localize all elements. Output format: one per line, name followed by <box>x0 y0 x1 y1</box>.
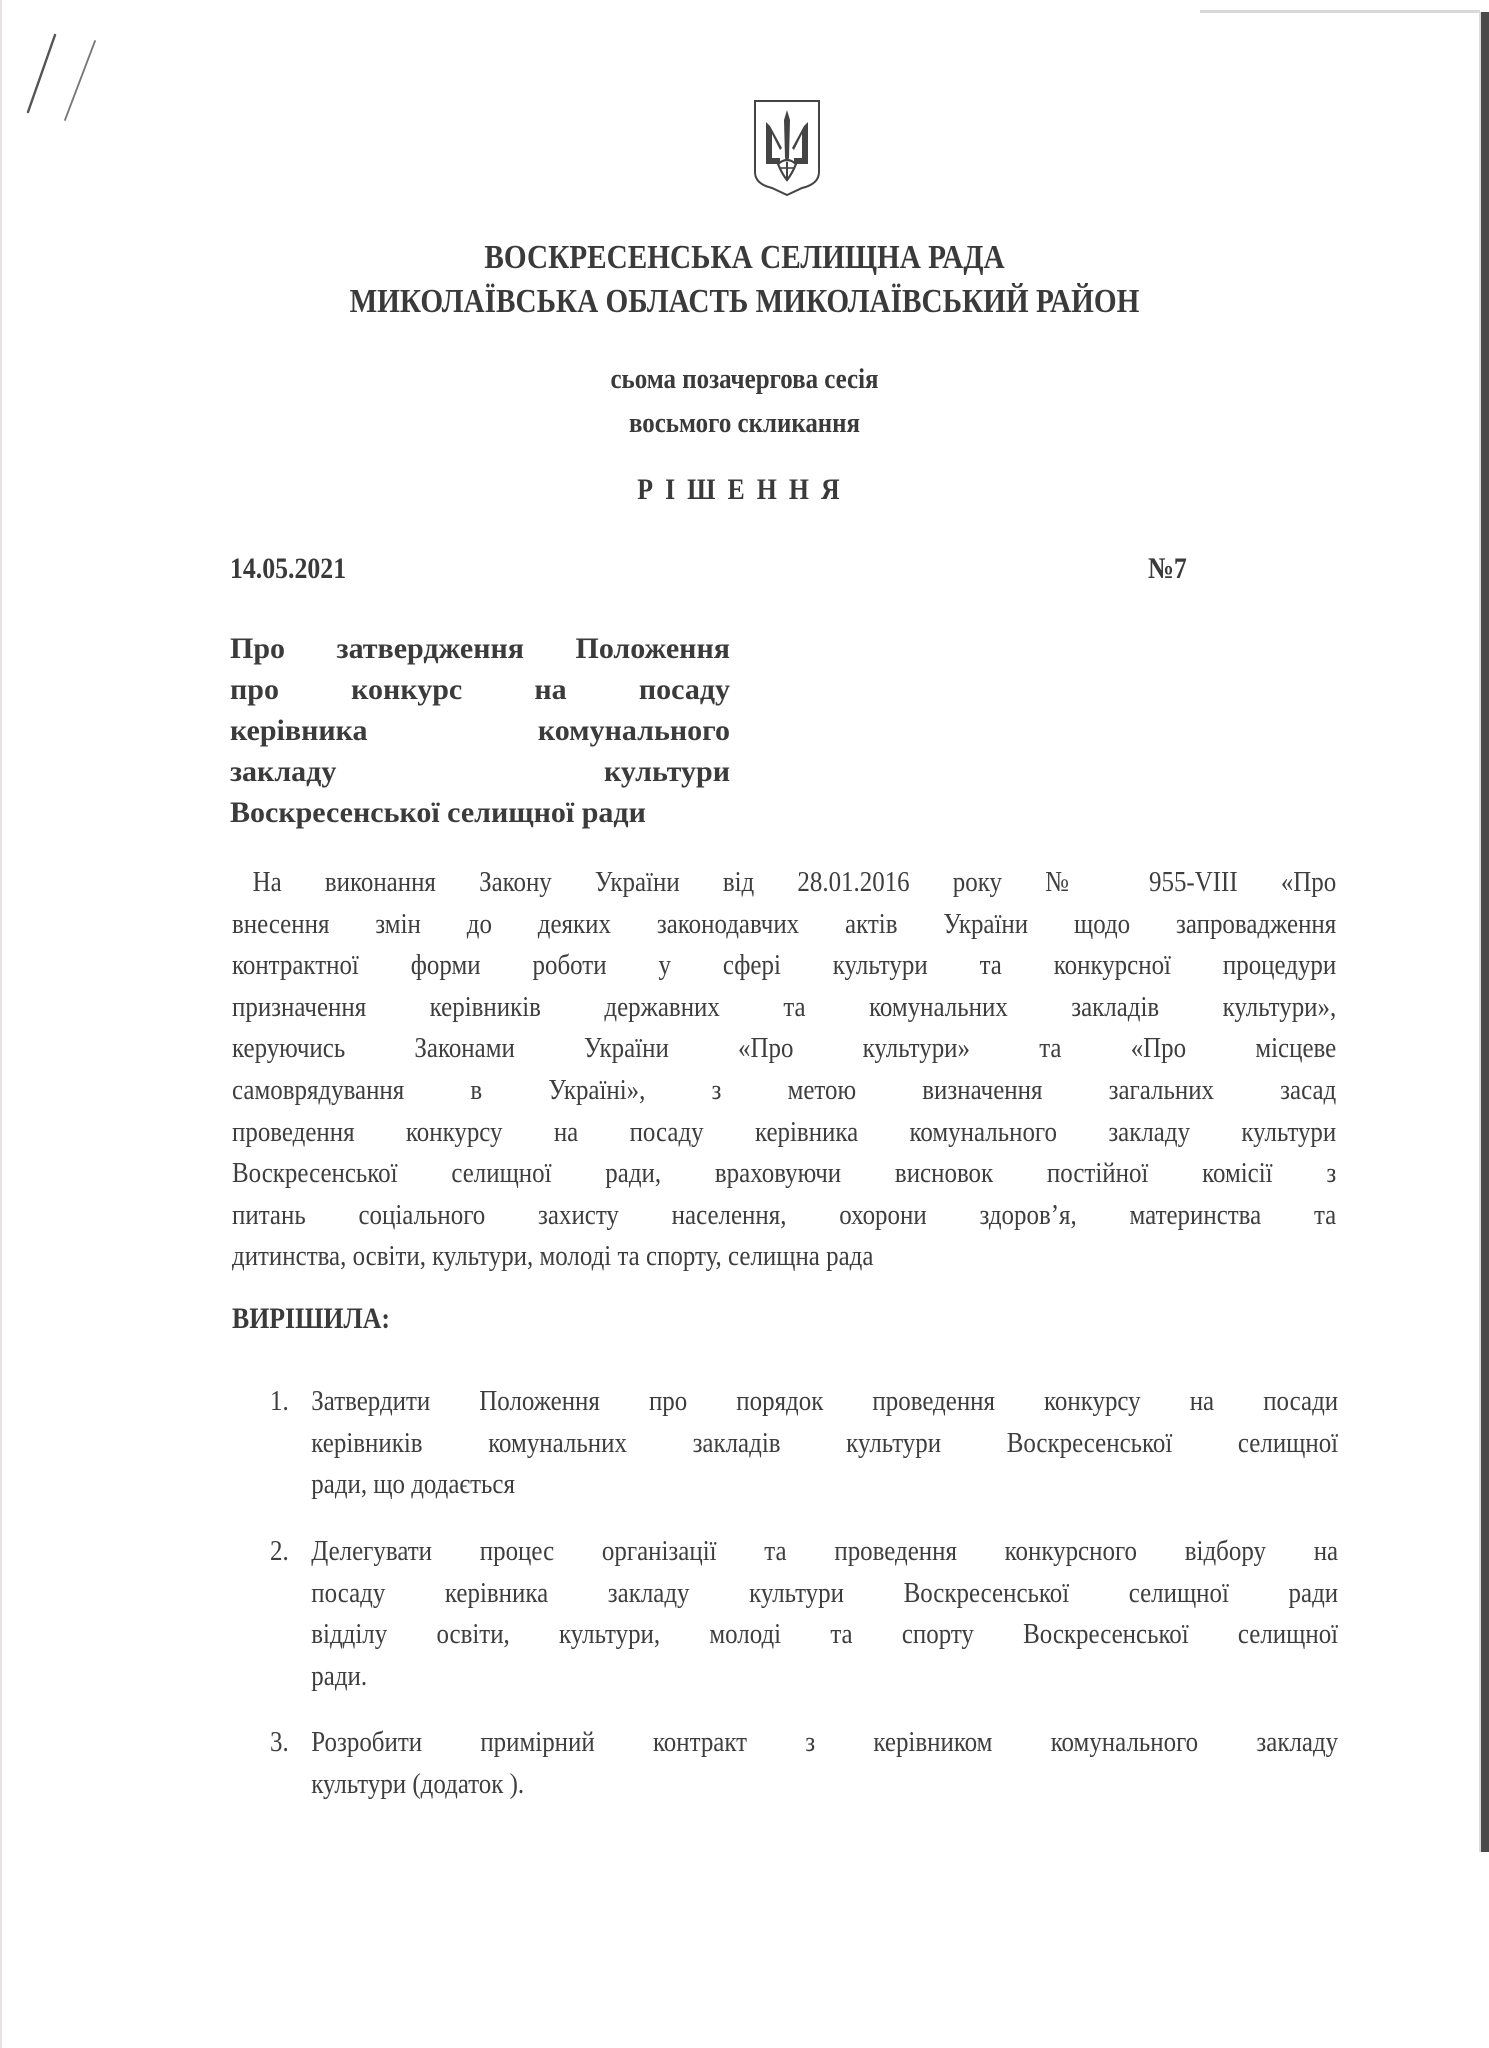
item-line: відділу освіти, культури, молоді та спорту Воскресенської селищної <box>311 1618 1339 1651</box>
session-name: сьома позачергова сесія <box>610 363 879 395</box>
subject-line: закладу культури <box>230 755 730 788</box>
decision-date: 14.05.2021 <box>230 552 347 585</box>
item-line: керівників комунальних закладів культури Воскресенської селищної <box>311 1426 1339 1459</box>
subject-line: Про затвердження Положення <box>230 632 730 665</box>
subject-line: про конкурс на посаду <box>230 673 730 706</box>
preamble-line: призначення керівників державних та комунальних закладів культури», <box>232 990 1337 1023</box>
region-name: МИКОЛАЇВСЬКА ОБЛАСТЬ МИКОЛАЇВСЬКИЙ РАЙОН <box>349 283 1140 320</box>
scan-top-edge <box>1200 10 1480 13</box>
preamble-line: На виконання Закону України від 28.01.2016 року № 955-VIII «Про <box>252 866 1337 898</box>
subject-line: Воскресенської селищної ради <box>230 796 646 829</box>
decision-item-1 <box>270 1381 1338 1506</box>
handwritten-mark-icon <box>25 30 105 130</box>
convocation: восьмого скликання <box>628 407 861 439</box>
item-line: посаду керівника закладу культури Воскресенської селищної ради <box>311 1576 1339 1609</box>
preamble-paragraph <box>232 862 1336 1278</box>
item-line: ради, що додається <box>311 1468 515 1501</box>
item-number: 2. <box>270 1535 289 1567</box>
coat-of-arms-icon <box>752 98 822 198</box>
document-title-wrap <box>0 473 1489 507</box>
item-line: Розробити примірний контракт з керівником комунального закладу <box>311 1726 1339 1758</box>
preamble-line: самоврядування в Україні», з метою визначення загальних засад <box>232 1073 1337 1106</box>
preamble-line: дитинства, освіти, культури, молоді та спорту, селищна рада <box>232 1240 874 1273</box>
item-number: 1. <box>270 1385 289 1417</box>
council-header <box>0 236 1489 324</box>
subject-line: керівника комунального <box>230 714 730 747</box>
preamble-line: внесення змін до деяких законодавчих актів України щодо запровадження <box>232 907 1337 940</box>
decision-number: №7 <box>1148 552 1187 585</box>
preamble-line: питань соціального захисту населення, охорони здоров’я, материнства та <box>232 1198 1337 1231</box>
preamble-line: проведення конкурсу на посаду керівника комунального закладу культури <box>232 1115 1337 1148</box>
preamble-line: керуючись Законами України «Про культури» та «Про місцеве <box>232 1032 1337 1065</box>
preamble-line: контрактної форми роботи у сфері культури та конкурсної процедури <box>232 949 1337 982</box>
item-line: ради. <box>311 1659 368 1692</box>
preamble-line: Воскресенської селищної ради, враховуючи висновок постійної комісії з <box>232 1157 1337 1190</box>
item-line: Затвердити Положення про порядок проведення конкурсу на посади <box>311 1385 1339 1417</box>
item-number: 3. <box>270 1726 289 1758</box>
item-line: культури (додаток ). <box>311 1767 525 1800</box>
session-info <box>0 357 1489 445</box>
decision-item-3 <box>270 1722 1338 1805</box>
decided-label: ВИРІШИЛА: <box>232 1302 390 1335</box>
decision-item-2 <box>270 1531 1338 1697</box>
item-line: Делегувати процес організації та проведення конкурсного відбору на <box>311 1535 1339 1567</box>
decision-subject <box>230 628 730 833</box>
document-title: РІШЕННЯ <box>637 473 852 506</box>
council-name: ВОСКРЕСЕНСЬКА СЕЛИЩНА РАДА <box>484 239 1005 276</box>
